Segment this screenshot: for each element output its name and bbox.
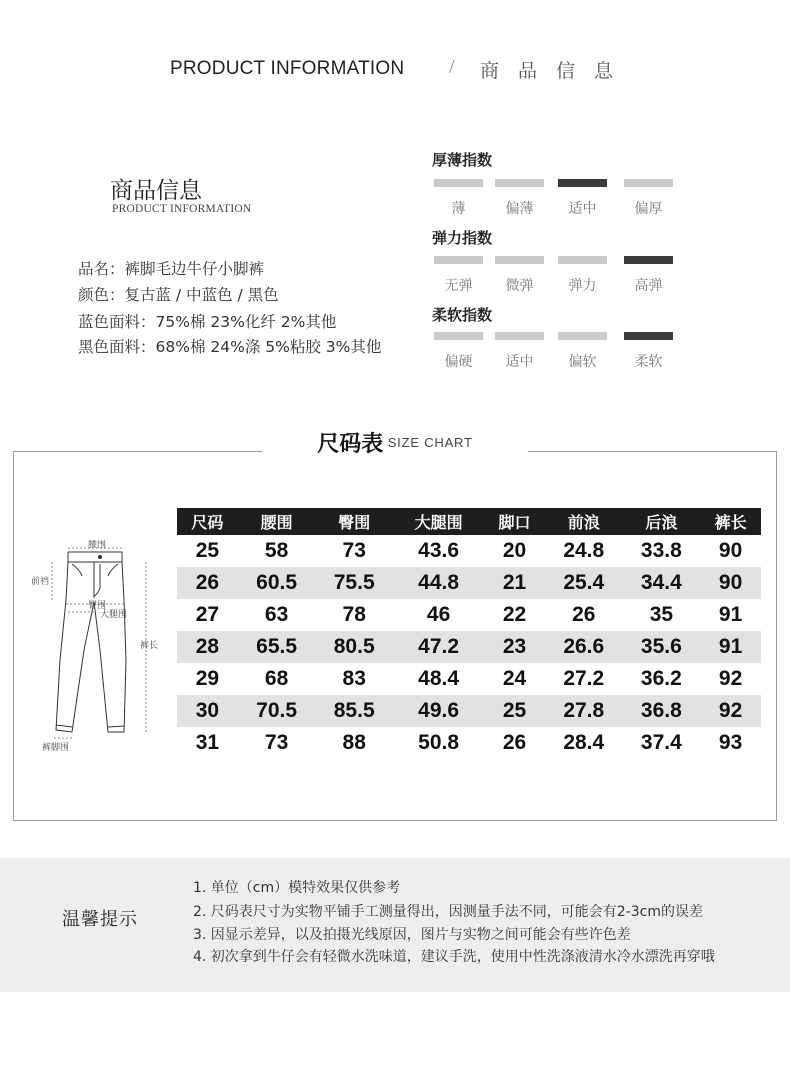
index-bar xyxy=(434,256,483,264)
spec-black-fabric: 黑色面料：68%棉 24%涤 5%粘胶 3%其他 xyxy=(78,338,382,356)
table-cell: 90 xyxy=(718,539,743,562)
table-cell: 92 xyxy=(700,695,761,727)
table-cell: 24 xyxy=(502,667,527,690)
table-cell: 43.6 xyxy=(418,539,460,562)
table-cell: 34.4 xyxy=(623,567,701,599)
table-cell: 91 xyxy=(700,631,761,663)
index-option-label: 偏薄 xyxy=(505,201,534,217)
table-row xyxy=(177,631,761,663)
tip-item: 2. 尺码表尺寸为实物平铺手工测量得出，因测量手法不同，可能会有2-3cm的误差 xyxy=(193,904,704,920)
index-title: 弹力指数 xyxy=(432,229,493,247)
index-title: 厚薄指数 xyxy=(432,151,493,169)
table-cell: 90 xyxy=(700,567,761,599)
product-info-title: 商品信息 xyxy=(110,178,202,204)
table-cell: 63 xyxy=(264,603,289,626)
diagram-label-thigh: 大腿围 xyxy=(100,610,128,620)
table-cell: 70.5 xyxy=(238,695,316,727)
diagram-label-waist: 腰围 xyxy=(88,540,107,550)
tip-item: 4. 初次拿到牛仔会有轻微水洗味道，建议手洗，使用中性洗涤液清水冷水漂洗再穿哦 xyxy=(193,949,715,965)
table-cell: 24.8 xyxy=(563,539,605,562)
header-title-en: PRODUCT INFORMATION xyxy=(170,58,405,79)
table-cell: 92 xyxy=(718,667,743,690)
size-table xyxy=(177,508,761,759)
size-chart-title-cn: 尺码表 xyxy=(317,432,384,457)
table-cell: 26.6 xyxy=(545,631,623,663)
table-row xyxy=(177,535,761,567)
table-cell: 91 xyxy=(718,603,743,626)
index-option-label: 微弹 xyxy=(505,278,534,294)
table-row xyxy=(177,727,761,759)
index-option-label: 无弹 xyxy=(444,278,473,294)
table-cell: 25 xyxy=(195,539,220,562)
index-option-label: 偏硬 xyxy=(444,354,473,370)
table-cell: 48.4 xyxy=(418,667,460,690)
column-header: 前浪 xyxy=(545,508,623,535)
table-cell: 83 xyxy=(342,667,366,690)
table-cell: 26 xyxy=(502,731,527,754)
table-cell: 58 xyxy=(264,539,289,562)
table-cell: 27 xyxy=(195,603,220,626)
table-cell: 33.8 xyxy=(640,539,682,562)
table-cell: 35.6 xyxy=(623,631,701,663)
table-cell: 85.5 xyxy=(315,695,393,727)
size-chart-title xyxy=(262,427,528,458)
column-header: 脚口 xyxy=(484,508,545,535)
diagram-label-hip: 臀围 xyxy=(88,601,107,611)
table-cell: 28.4 xyxy=(563,731,605,754)
table-cell: 80.5 xyxy=(315,631,393,663)
table-cell: 25 xyxy=(484,695,545,727)
table-cell: 78 xyxy=(342,603,366,626)
table-cell: 75.5 xyxy=(315,567,393,599)
table-row xyxy=(177,599,761,631)
table-cell: 36.8 xyxy=(623,695,701,727)
pants-diagram xyxy=(28,540,173,755)
table-cell: 93 xyxy=(718,731,743,754)
index-bar xyxy=(558,256,607,264)
table-cell: 44.8 xyxy=(393,567,484,599)
table-cell: 49.6 xyxy=(393,695,484,727)
table-row xyxy=(177,567,761,599)
index-option-label: 适中 xyxy=(505,354,534,370)
table-cell: 35 xyxy=(649,603,674,626)
table-cell: 36.2 xyxy=(640,667,682,690)
index-bar xyxy=(495,179,544,187)
index-bar-selected xyxy=(558,179,607,187)
index-bar xyxy=(558,332,607,340)
table-cell: 68 xyxy=(264,667,289,690)
table-cell: 60.5 xyxy=(238,567,316,599)
table-cell: 28 xyxy=(177,631,238,663)
column-header: 后浪 xyxy=(623,508,701,535)
spec-name: 品名：裤脚毛边牛仔小脚裤 xyxy=(78,260,265,278)
index-option-label: 高弹 xyxy=(634,278,663,294)
table-cell: 88 xyxy=(342,731,366,754)
column-header: 裤长 xyxy=(700,508,761,535)
index-option-label: 薄 xyxy=(451,201,466,217)
header-title-cn: 商品信息 xyxy=(480,60,633,82)
table-cell: 27.2 xyxy=(563,667,605,690)
table-cell: 26 xyxy=(177,567,238,599)
table-cell: 20 xyxy=(502,539,527,562)
table-cell: 27.8 xyxy=(545,695,623,727)
column-header: 腰围 xyxy=(238,508,316,535)
index-bar xyxy=(434,332,483,340)
index-title: 柔软指数 xyxy=(432,306,493,324)
table-row xyxy=(177,663,761,695)
tip-item: 3. 因显示差异，以及拍摄光线原因，图片与实物之间可能会有些许色差 xyxy=(193,927,631,943)
table-row xyxy=(177,695,761,727)
column-header: 大腿围 xyxy=(393,508,484,535)
index-bar xyxy=(624,179,673,187)
index-option-label: 偏厚 xyxy=(634,201,663,217)
index-bar xyxy=(495,256,544,264)
index-bar xyxy=(495,332,544,340)
product-info-subtitle: PRODUCT INFORMATION xyxy=(112,203,252,215)
table-cell: 26 xyxy=(572,603,596,626)
index-option-label: 弹力 xyxy=(568,278,597,294)
index-bar-selected xyxy=(624,332,673,340)
index-option-label: 适中 xyxy=(568,201,597,217)
index-bar xyxy=(434,179,483,187)
table-cell: 46 xyxy=(426,603,451,626)
diagram-label-hem: 裤脚围 xyxy=(42,743,70,753)
table-cell: 37.4 xyxy=(640,731,682,754)
column-header: 臀围 xyxy=(315,508,393,535)
index-bar-selected xyxy=(624,256,673,264)
table-cell: 47.2 xyxy=(393,631,484,663)
table-cell: 29 xyxy=(195,667,220,690)
size-table-header xyxy=(177,508,761,535)
header-divider: / xyxy=(449,56,455,78)
page-header xyxy=(0,56,790,86)
table-cell: 73 xyxy=(342,539,366,562)
table-cell: 31 xyxy=(195,731,220,754)
size-chart-title-en: SIZE CHART xyxy=(387,435,473,450)
table-cell: 30 xyxy=(177,695,238,727)
table-cell: 50.8 xyxy=(418,731,460,754)
tip-item: 1. 单位（cm）模特效果仅供参考 xyxy=(193,880,401,896)
table-cell: 73 xyxy=(264,731,289,754)
spec-blue-fabric: 蓝色面料：75%棉 23%化纤 2%其他 xyxy=(78,313,337,331)
index-option-label: 柔软 xyxy=(634,354,663,370)
spec-color: 颜色：复古蓝 / 中蓝色 / 黑色 xyxy=(78,286,279,304)
table-cell: 22 xyxy=(502,603,527,626)
index-option-label: 偏软 xyxy=(568,354,597,370)
tips-title: 温馨提示 xyxy=(62,909,138,930)
table-cell: 25.4 xyxy=(545,567,623,599)
table-cell: 65.5 xyxy=(238,631,316,663)
column-header: 尺码 xyxy=(177,508,238,535)
table-cell: 23 xyxy=(484,631,545,663)
diagram-label-length: 裤长 xyxy=(140,641,159,651)
diagram-label-front-rise: 前裆 xyxy=(31,577,50,587)
table-cell: 21 xyxy=(484,567,545,599)
